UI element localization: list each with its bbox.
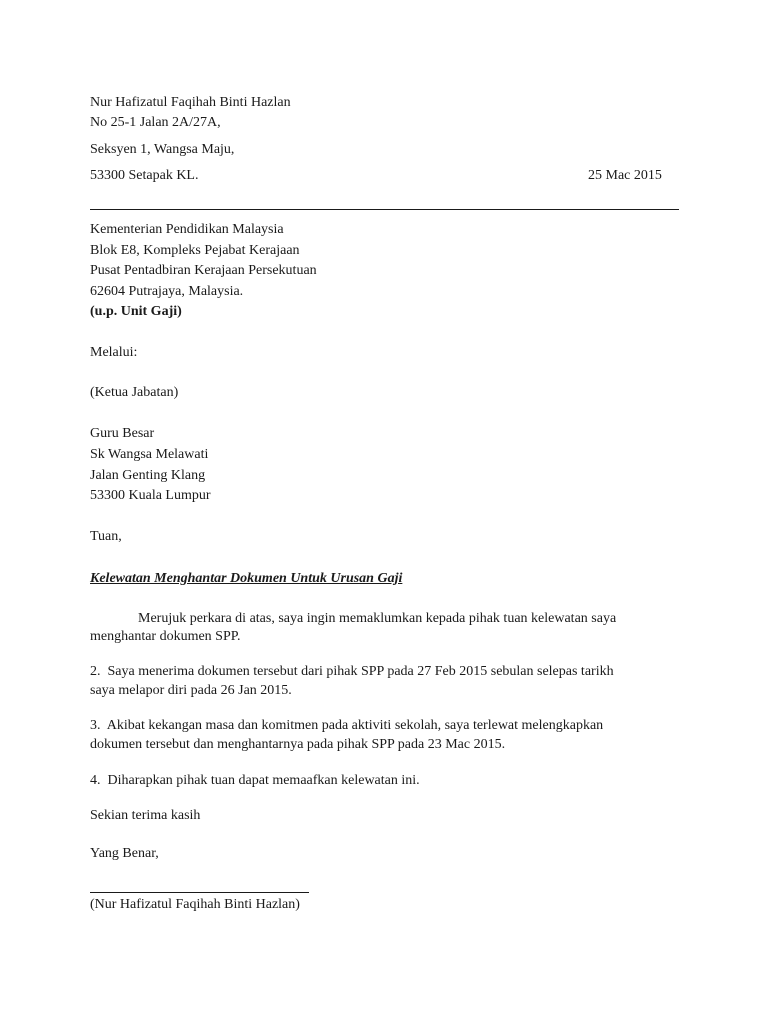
closing-sign-off: Yang Benar,	[90, 846, 159, 861]
recipient-line-1: Kementerian Pendidikan Malaysia	[90, 222, 284, 237]
recipient-attention: (u.p. Unit Gaji)	[90, 304, 182, 319]
via-line-3: Jalan Genting Klang	[90, 468, 206, 483]
salutation: Tuan,	[90, 529, 122, 544]
body-paragraph-3-line-2: dokumen tersebut dan menghantarnya pada pihak SPP pada 23 Mac 2015.	[90, 737, 506, 752]
recipient-line-4: 62604 Putrajaya, Malaysia.	[90, 284, 244, 299]
body-paragraph-2-line-1: 2. Saya menerima dokumen tersebut dari pihak SPP pada 27 Feb 2015 sebulan selepas tarikh	[90, 664, 614, 679]
letter-date: 25 Mac 2015	[588, 168, 662, 183]
body-paragraph-1-line-1: Merujuk perkara di atas, saya ingin memaklumkan kepada pihak tuan kelewatan saya	[138, 611, 617, 626]
letter-subject: Kelewatan Menghantar Dokumen Untuk Urusan Gaji	[90, 571, 403, 586]
body-paragraph-4: 4. Diharapkan pihak tuan dapat memaafkan kelewatan ini.	[90, 773, 420, 788]
via-line-1: Guru Besar	[90, 426, 155, 441]
recipient-line-3: Pusat Pentadbiran Kerajaan Persekutuan	[90, 263, 317, 278]
body-paragraph-1-line-2: menghantar dokumen SPP.	[90, 629, 241, 644]
recipient-line-2: Blok E8, Kompleks Pejabat Kerajaan	[90, 243, 300, 258]
via-line-2: Sk Wangsa Melawati	[90, 447, 209, 462]
sender-address-line-3: 53300 Setapak KL.	[90, 168, 199, 183]
via-label: Melalui:	[90, 345, 138, 360]
signature-name: (Nur Hafizatul Faqihah Binti Hazlan)	[90, 897, 300, 912]
sender-address-line-1: No 25-1 Jalan 2A/27A,	[90, 115, 221, 130]
body-paragraph-2-line-2: saya melapor diri pada 26 Jan 2015.	[90, 683, 292, 698]
via-line-4: 53300 Kuala Lumpur	[90, 488, 211, 503]
via-role: (Ketua Jabatan)	[90, 385, 179, 400]
sender-name: Nur Hafizatul Faqihah Binti Hazlan	[90, 95, 291, 110]
sender-address-line-2: Seksyen 1, Wangsa Maju,	[90, 142, 235, 157]
closing-thanks: Sekian terima kasih	[90, 808, 201, 823]
header-divider	[90, 209, 679, 210]
body-paragraph-3-line-1: 3. Akibat kekangan masa dan komitmen pada aktiviti sekolah, saya terlewat melengkapkan	[90, 718, 604, 733]
signature-line	[90, 892, 309, 893]
